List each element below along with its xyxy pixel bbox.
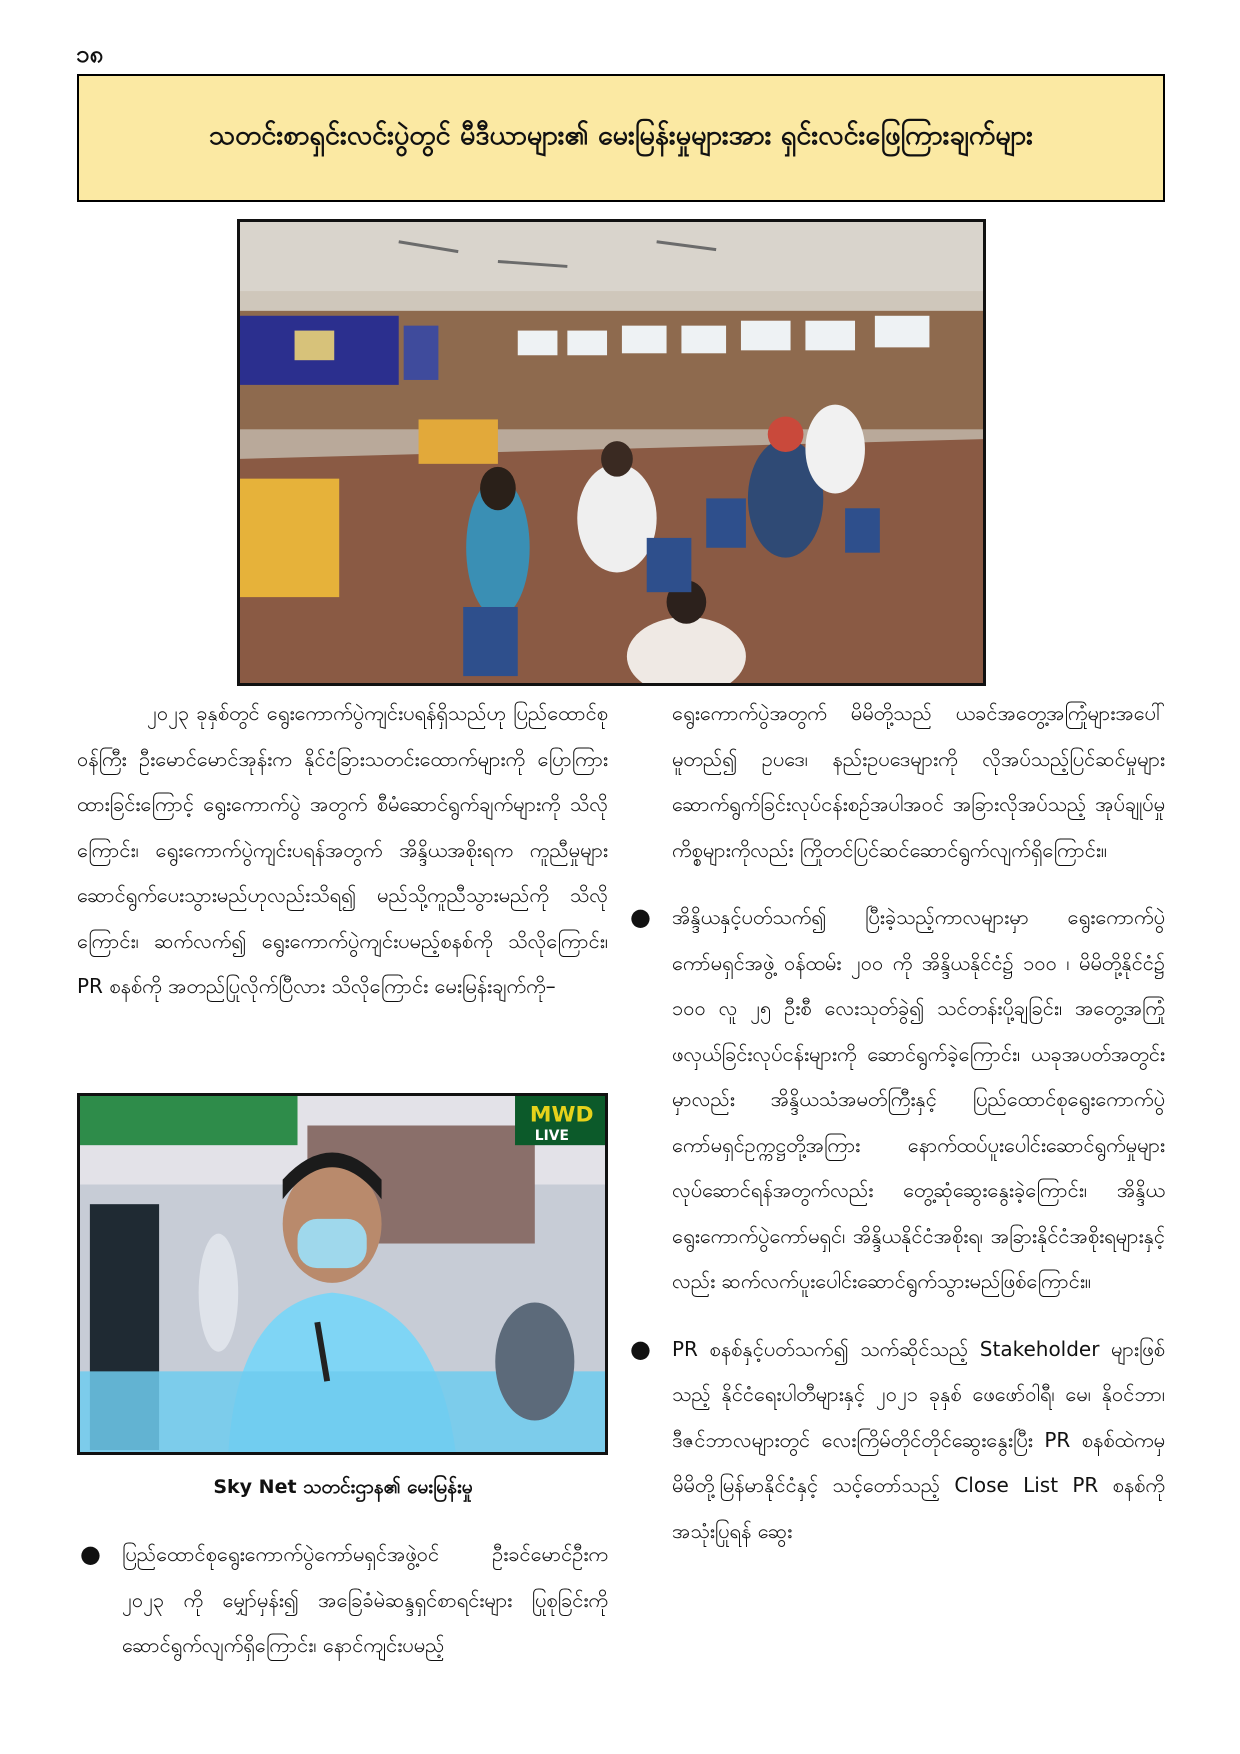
bullet-text: ပြည်ထောင်စုရွေးကောက်ပွဲကော်မရှင်အဖွဲ့ဝင် ဦးခင်မောင်ဦးက ၂၀၂၃ ကို မျှော်မှန်း၍ အခြေခံမဲဆန္ဒရှင်စာရင်းများ ပြုစုခြင်းကို ဆောင်ရွက်လျက်ရှိကြောင်း၊ နောင်ကျင်းပမည့် [122, 1542, 608, 1657]
channel-logo: MWD [529, 1102, 594, 1128]
list-item [630, 1327, 1165, 1555]
page-number: ၁၈ [76, 40, 104, 68]
bullet-icon: ● [80, 1540, 101, 1568]
page-title: သတင်းစာရှင်းလင်းပွဲတွင် မီဒီယာများ၏ မေးမြန်းမှုများအား ရှင်းလင်းဖြေကြားချက်များ [209, 120, 1033, 151]
bullet-icon: ● [630, 1334, 651, 1363]
list-item [630, 895, 1165, 1305]
bullet-icon: ● [630, 903, 651, 931]
bullet-text: PR စနစ်နှင့်ပတ်သက်၍ သက်ဆိုင်သည့် Stakeholder များဖြစ်သည့် နိုင်ငံရေးပါတီများနှင့် ၂၀၂၁ ခုနှစ် ဖေဖော်ဝါရီ၊ မေ၊ နိုဝင်ဘာ၊ ဒီဇင်ဘာလများတွင် လေးကြိမ်တိုင်တိုင်ဆွေးနွေးပြီး PR စနစ်ထဲကမှ မိမိတို့မြန်မာနိုင်ငံနှင့် သင့်တော်သည့် Close List PR စနစ်ကို အသုံးပြုရန် ဆွေး [672, 1336, 1165, 1543]
list-item [80, 1532, 608, 1669]
right-column [630, 691, 1165, 1554]
live-badge: LIVE [534, 1128, 569, 1145]
photo-caption: Sky Net သတင်းဌာန၏ မေးမြန်းမှု [213, 1476, 473, 1498]
left-column [77, 691, 608, 1010]
title-banner [77, 74, 1165, 202]
speaker-video-still [77, 1093, 608, 1455]
left-bullet-block [80, 1532, 608, 1669]
press-conference-photo [237, 219, 986, 686]
right-intro-paragraph: ရွေးကောက်ပွဲအတွက် မိမိတို့သည် ယခင်အတွေ့အကြုံများအပေါ် မူတည်၍ ဥပဒေ၊ နည်းဥပဒေများကို လိုအပ်သည့်ပြင်ဆင်မှုများ ဆောက်ရွက်ခြင်းလုပ်ငန်းစဉ်အပါအဝင် အခြားလိုအပ်သည့် အုပ်ချုပ်မှုကိစ္စများကိုလည်း ကြိုတင်ပြင်ဆင်ဆောင်ရွက်လျက်ရှိကြောင်း။ [672, 701, 1165, 862]
bullet-text: အိန္ဒိယနှင့်ပတ်သက်၍ ပြီးခဲ့သည့်ကာလများမှာ ရွေးကောက်ပွဲကော်မရှင်အဖွဲ့ ဝန်ထမ်း ၂၀၀ ကို အိန္ဒိယနိုင်ငံ၌ ၁၀၀ ၊ မိမိတို့နိုင်ငံ၌ ၁၀၀ လူ ၂၅ ဦးစီ လေးသုတ်ခွဲ၍ သင်တန်းပို့ချခြင်း၊ အတွေ့အကြုံဖလှယ်ခြင်းလုပ်ငန်းများကို ဆောင်ရွက်ခဲ့ကြောင်း၊ ယခုအပတ်အတွင်းမှာလည်း အိန္ဒိယသံအမတ်ကြီးနှင့် ပြည်ထောင်စုရွေးကောက်ပွဲကော်မရှင်ဥက္ကဋ္ဌတို့အကြား နောက်ထပ်ပူးပေါင်းဆောင်ရွက်မှုများ လုပ်ဆောင်ရန်အတွက်လည်း တွေ့ဆုံဆွေးနွေးခဲ့ကြောင်း၊ အိန္ဒိယရွေးကောက်ပွဲကော်မရှင်၊ အိန္ဒိယနိုင်ငံအစိုးရ၊ အခြားနိုင်ငံအစိုးရများနှင့်လည်း ဆက်လက်ပူးပေါင်းဆောင်ရွက်သွားမည်ဖြစ်ကြောင်း။ [672, 905, 1165, 1293]
left-intro-paragraph: ၂၀၂၃ ခုနှစ်တွင် ရွေးကောက်ပွဲကျင်းပရန်ရှိသည်ဟု ပြည်ထောင်စုဝန်ကြီး ဦးမောင်မောင်အုန်းက နိုင်ငံခြားသတင်းထောက်များကို ပြောကြားထားခြင်းကြောင့် ရွေးကောက်ပွဲ အတွက် စီမံဆောင်ရွက်ချက်များကို သိလိုကြောင်း၊ ရွေးကောက်ပွဲကျင်းပရန်အတွက် အိန္ဒိယအစိုးရက ကူညီမှုများဆောင်ရွက်ပေးသွားမည်ဟုလည်းသိရ၍ မည်သို့ကူညီသွားမည်ကို သိလိုကြောင်း၊ ဆက်လက်၍ ရွေးကောက်ပွဲကျင်းပမည့်စနစ်ကို သိလိုကြောင်း၊ PR စနစ်ကို အတည်ပြုလိုက်ပြီလား သိလိုကြောင်း မေးမြန်းချက်ကို– [77, 701, 608, 998]
